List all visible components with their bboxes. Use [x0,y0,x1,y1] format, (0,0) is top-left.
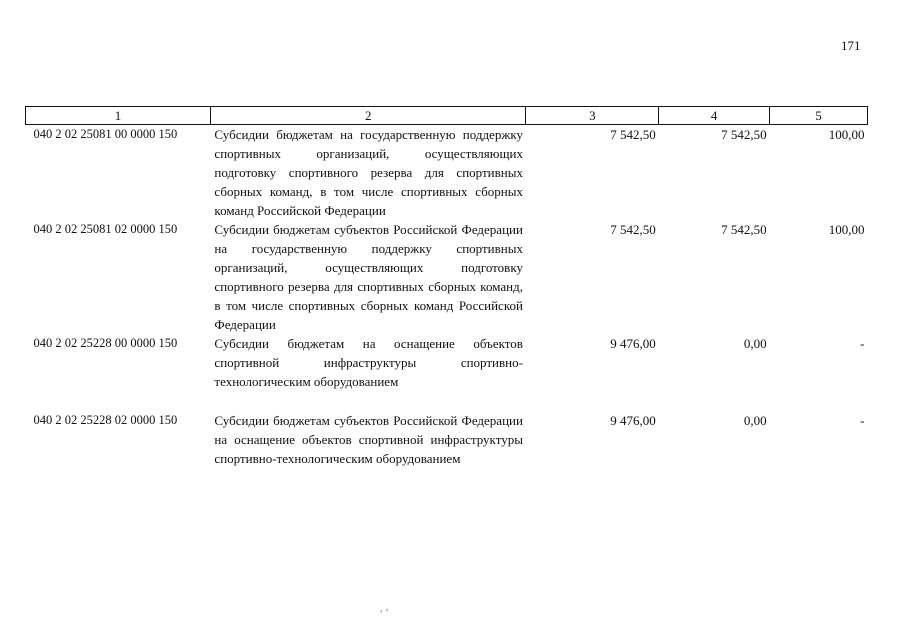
table-header-row [26,107,868,125]
scan-artifact-mark: ‘ ’ [379,607,390,620]
row-value-4: 7 542,50 [721,222,767,237]
header-col-3: 3 [526,107,659,125]
row-name: Субсидии бюджетам на оснащение объектов спортивной инфраструктуры спортивно-технологическим оборудованием [214,336,523,389]
row-name: Субсидии бюджетам субъектов Российской Федерации на оснащение объектов спортивной инфраструктуры спортивно-технологическим оборудованием [214,413,523,466]
budget-table [25,106,868,468]
row-value-5: 100,00 [828,127,865,142]
table-row [26,125,868,221]
header-col-5: 5 [770,107,868,125]
header-col-2: 2 [210,107,526,125]
row-spacer-cell [26,391,868,411]
row-name: Субсидии бюджетам субъектов Российской Федерации на государственную поддержку спортивных организаций, осуществляющих подготовку спортивного резерва для спортивных сборных команд, в том числе спортивных сборных команд Российской Федерации [214,222,523,332]
row-value-5: - [860,336,865,351]
row-code: 040 2 02 25081 02 0000 150 [33,222,178,236]
row-code: 040 2 02 25081 00 0000 150 [33,127,178,141]
row-code: 040 2 02 25228 02 0000 150 [33,413,178,427]
row-value-3: 9 476,00 [610,336,656,351]
row-value-3: 9 476,00 [610,413,656,428]
row-value-5: 100,00 [828,222,865,237]
table-row [26,334,868,391]
row-spacer [26,391,868,411]
header-col-4: 4 [659,107,770,125]
row-value-4: 0,00 [743,413,767,428]
table-row [26,411,868,468]
header-col-1: 1 [26,107,211,125]
row-name: Субсидии бюджетам на государственную поддержку спортивных организаций, осуществляющих подготовку спортивного резерва для спортивных сборных команд, в том числе спортивных сборных команд Российской Федерации [214,127,523,218]
row-value-4: 7 542,50 [721,127,767,142]
row-value-3: 7 542,50 [610,127,656,142]
row-value-4: 0,00 [743,336,767,351]
row-value-5: - [860,413,865,428]
page-number: 171 [841,38,861,53]
row-code: 040 2 02 25228 00 0000 150 [33,336,178,350]
table-row [26,220,868,334]
row-value-3: 7 542,50 [610,222,656,237]
